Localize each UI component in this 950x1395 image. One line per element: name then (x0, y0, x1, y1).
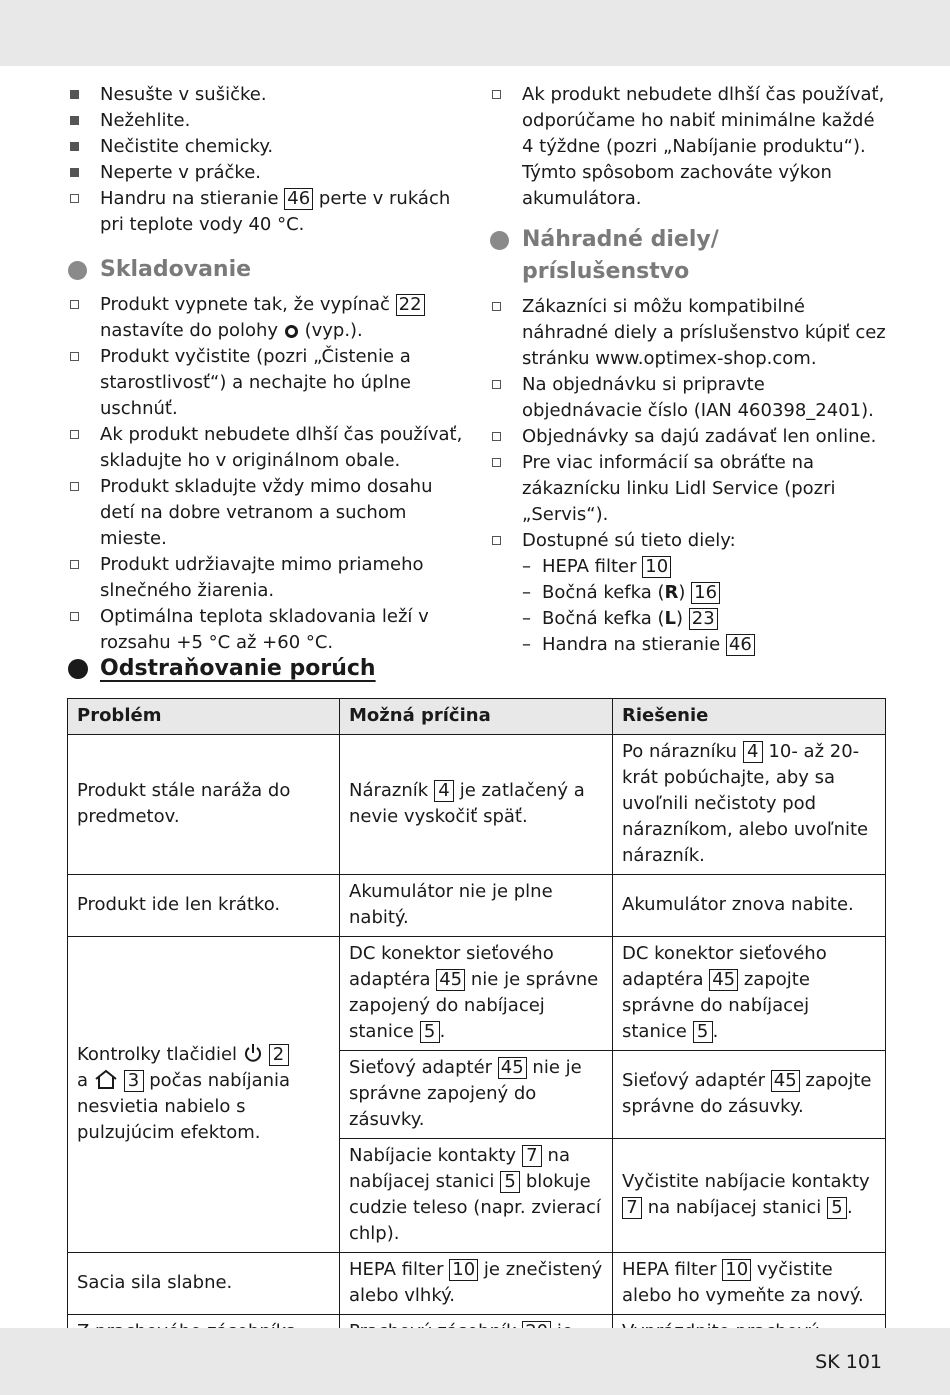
page-number: SK 101 (815, 1351, 882, 1373)
checkbox-bullet-icon (70, 560, 79, 569)
power-icon (243, 1043, 263, 1063)
bullet-square-icon (70, 116, 79, 125)
checkbox-bullet-icon (492, 90, 501, 99)
checkbox-bullet-icon (70, 352, 79, 361)
part-ref: 23 (689, 608, 718, 630)
list-item: Ak produkt nebudete dlhší čas používať, skladujte ho v originálnom obale. (68, 422, 468, 474)
part-ref: 45 (436, 969, 465, 991)
header-cause: Možná príčina (340, 699, 613, 735)
cell-problem: Produkt stále naráža do predmetov. (68, 735, 340, 875)
cell-solution: DC konektor sieťového adaptéra 45 zapojte správne do nabíjacej stanice 5 . (613, 937, 886, 1051)
list-item: Produkt skladujte vždy mimo dosahu detí na dobre vetranom a suchom mieste. (68, 474, 468, 552)
sublist-item: – HEPA filter 10 (522, 554, 890, 580)
list-item: Produkt vypnete tak, že vypínač 22 nastavíte do polohy (vyp.). (68, 292, 468, 344)
checkbox-bullet-icon (70, 612, 79, 621)
part-ref: 45 (498, 1057, 527, 1079)
top-band (0, 0, 950, 66)
cell-cause: DC konektor sieťového adaptéra 45 nie je správne zapojený do nabíjacej stanice 5 . (340, 937, 613, 1051)
cell-cause: HEPA filter 10 je znečistený alebo vlhký. (340, 1253, 613, 1315)
list-item: Neperte v práčke. (68, 160, 468, 186)
part-ref: 7 (622, 1197, 642, 1219)
right-column (490, 82, 890, 658)
part-ref: 3 (124, 1070, 144, 1092)
part-ref: 4 (434, 780, 454, 802)
part-ref: 46 (726, 634, 755, 656)
cell-solution: Po nárazníku 4 10- až 20-krát pobúchajte, aby sa uvoľnili nečistoty pod nárazníkom, alebo uvoľnite nárazník. (613, 735, 886, 875)
table-row (68, 735, 886, 875)
list-item: Handru na stieranie 46 perte v rukách pri teplote vody 40 °C. (68, 186, 468, 238)
part-ref: 16 (691, 582, 720, 604)
checkbox-bullet-icon (492, 458, 501, 467)
checkbox-bullet-icon (492, 380, 501, 389)
part-ref: 2 (269, 1044, 289, 1066)
section-heading-troubleshooting: Odstraňovanie porúch (68, 653, 376, 685)
bullet-square-icon (70, 90, 79, 99)
part-ref: 5 (827, 1197, 847, 1219)
cell-solution: Akumulátor znova nabite. (613, 875, 886, 937)
heading-dot-icon (68, 261, 87, 280)
list-item: Objednávky sa dajú zadávať len online. (490, 424, 890, 450)
checkbox-bullet-icon (70, 300, 79, 309)
troubleshooting-table (67, 698, 886, 1377)
cell-problem: Sacia sila slabne. (68, 1253, 340, 1315)
list-item: Nečistite chemicky. (68, 134, 468, 160)
off-position-icon (284, 324, 299, 339)
checkbox-bullet-icon (70, 482, 79, 491)
checkbox-bullet-icon (70, 194, 79, 203)
part-ref: 5 (420, 1021, 440, 1043)
list-item: Produkt vyčistite (pozri „Čistenie a starostlivosť“) a nechajte ho úplne uschnúť. (68, 344, 468, 422)
cell-problem: Kontrolky tlačidiel 2 a 3 počas nabíjania nesvietia nabielo s pulzujúcim efektom. (68, 937, 340, 1253)
table-row (68, 937, 886, 1051)
parts-sublist (522, 554, 890, 658)
list-item: Produkt udržiavajte mimo priameho slnečného žiarenia. (68, 552, 468, 604)
heading-dot-icon (490, 231, 509, 250)
cell-problem: Produkt ide len krátko. (68, 875, 340, 937)
table-row (68, 1253, 886, 1315)
cell-solution: HEPA filter 10 vyčistite alebo ho vymeňte za nový. (613, 1253, 886, 1315)
part-ref: 46 (284, 188, 313, 210)
part-ref: 7 (522, 1145, 542, 1167)
checkbox-bullet-icon (492, 432, 501, 441)
list-item: Dostupné sú tieto diely: – HEPA filter 10 – Bočná kefka (R) 16 – Bočná kefka (L) 23 – Handra na stieranie 46 (490, 528, 890, 658)
sublist-item: – Bočná kefka (L) 23 (522, 606, 890, 632)
bullet-square-icon (70, 168, 79, 177)
home-icon (94, 1069, 118, 1089)
checkbox-bullet-icon (492, 302, 501, 311)
care-list (68, 82, 468, 238)
section-heading-storage: Skladovanie (68, 254, 468, 286)
storage-list (68, 292, 468, 656)
part-ref: 5 (693, 1021, 713, 1043)
cell-cause: Nárazník 4 je zatlačený a nevie vyskočiť späť. (340, 735, 613, 875)
list-item: Pre viac informácií sa obráťte na zákaznícku linku Lidl Service (pozri „Servis“). (490, 450, 890, 528)
charge-list (490, 82, 890, 212)
cell-cause: Sieťový adaptér 45 nie je správne zapojený do zásuvky. (340, 1051, 613, 1139)
section-heading-spare-parts: Náhradné diely/ príslušenstvo (490, 224, 890, 288)
header-problem: Problém (68, 699, 340, 735)
checkbox-bullet-icon (70, 430, 79, 439)
part-ref: 45 (709, 969, 738, 991)
table-row (68, 875, 886, 937)
part-ref: 10 (722, 1259, 751, 1281)
part-ref: 45 (771, 1070, 800, 1092)
checkbox-bullet-icon (492, 536, 501, 545)
header-solution: Riešenie (613, 699, 886, 735)
part-ref: 5 (500, 1171, 520, 1193)
sublist-item: – Bočná kefka (R) 16 (522, 580, 890, 606)
cell-solution: Vyčistite nabíjacie kontakty 7 na nabíjacej stanici 5 . (613, 1139, 886, 1253)
spare-parts-list (490, 294, 890, 658)
left-column (68, 82, 468, 656)
bullet-square-icon (70, 142, 79, 151)
cell-cause: Nabíjacie kontakty 7 na nabíjacej stanici 5 blokuje cudzie teleso (napr. zvierací chlp). (340, 1139, 613, 1253)
heading-dot-icon (68, 659, 88, 679)
part-ref: 10 (642, 556, 671, 578)
list-item: Nežehlite. (68, 108, 468, 134)
list-item: Na objednávku si pripravte objednávacie číslo (IAN 460398_2401). (490, 372, 890, 424)
list-item: Ak produkt nebudete dlhší čas používať, odporúčame ho nabiť minimálne každé 4 týždne (pozri „Nabíjanie produktu“). Týmto spôsobom zachováte výkon akumulátora. (490, 82, 890, 212)
cell-cause: Akumulátor nie je plne nabitý. (340, 875, 613, 937)
part-ref: 4 (743, 741, 763, 763)
part-ref: 22 (396, 294, 425, 316)
bottom-band (0, 1328, 950, 1395)
cell-solution: Sieťový adaptér 45 zapojte správne do zásuvky. (613, 1051, 886, 1139)
list-item: Zákazníci si môžu kompatibilné náhradné diely a príslušenstvo kúpiť cez stránku www.optimex-shop.com. (490, 294, 890, 372)
table-header-row (68, 699, 886, 735)
list-item: Optimálna teplota skladovania leží v rozsahu +5 °C až +60 °C. (68, 604, 468, 656)
list-item: Nesušte v sušičke. (68, 82, 468, 108)
part-ref: 10 (449, 1259, 478, 1281)
sublist-item: – Handra na stieranie 46 (522, 632, 890, 658)
